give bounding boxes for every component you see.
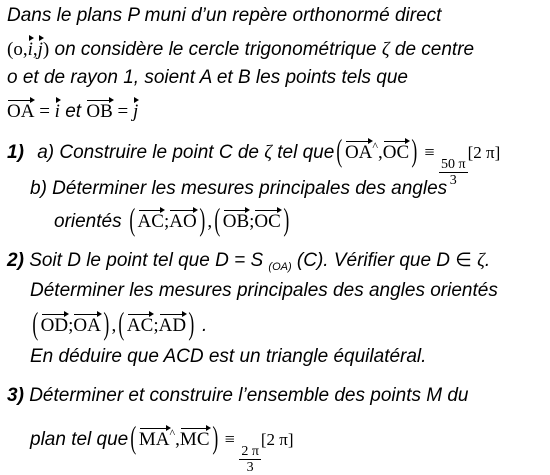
vector-ob: OB [86, 97, 112, 124]
intro-line-2: (o,i,j) on considère le cercle trigonométrique ζ de centre [7, 35, 474, 62]
question-3: 3) Déterminer et construire l’ensemble des points M du [7, 385, 469, 406]
zeta-symbol: ζ [381, 39, 390, 60]
question-1a: 1) a) Construire le point C de ζ tel que( OA^,OC) ≡ $\frac{50 \pi}{3}$ [2 π] [7, 132, 501, 188]
question-2-angles: ( OD;OA) ,( AC;AD) . [32, 305, 208, 341]
vector-oa: OA [7, 97, 34, 124]
question-2-line-2: Déterminer les mesures principales des angles orientés [30, 280, 498, 301]
question-number: 1) [7, 142, 24, 163]
question-1b-angles: orientés ( AC;AO) ,( OB;OC) [54, 201, 290, 237]
intro-line-1: Dans le plans P muni d’un repère orthonormé direct [7, 5, 442, 26]
vector-i: i [28, 35, 33, 62]
intro-line-3: o et de rayon 1, soient A et B les points tels que [7, 67, 409, 88]
question-3-condition: plan tel que( MA^,MC) ≡ $\frac{2 \pi}{3}$ [2 π] [30, 419, 294, 475]
fraction: $\frac{50 \pi}{3}$ [441, 157, 466, 188]
question-2: 2) Soit D le point tel que D = S $_{(OA)}$ (C). Vérifier que D ∈ ζ. [7, 250, 491, 273]
intro-line-4: OA = i et OB = j [7, 97, 138, 124]
question-2-line-4: En déduire que ACD est un triangle équilatéral. [30, 346, 427, 367]
vector-j: j [38, 35, 43, 62]
question-1b: b) Déterminer les mesures principales des angles [30, 178, 448, 199]
fraction: $\frac{2 \pi}{3}$ [241, 444, 259, 475]
